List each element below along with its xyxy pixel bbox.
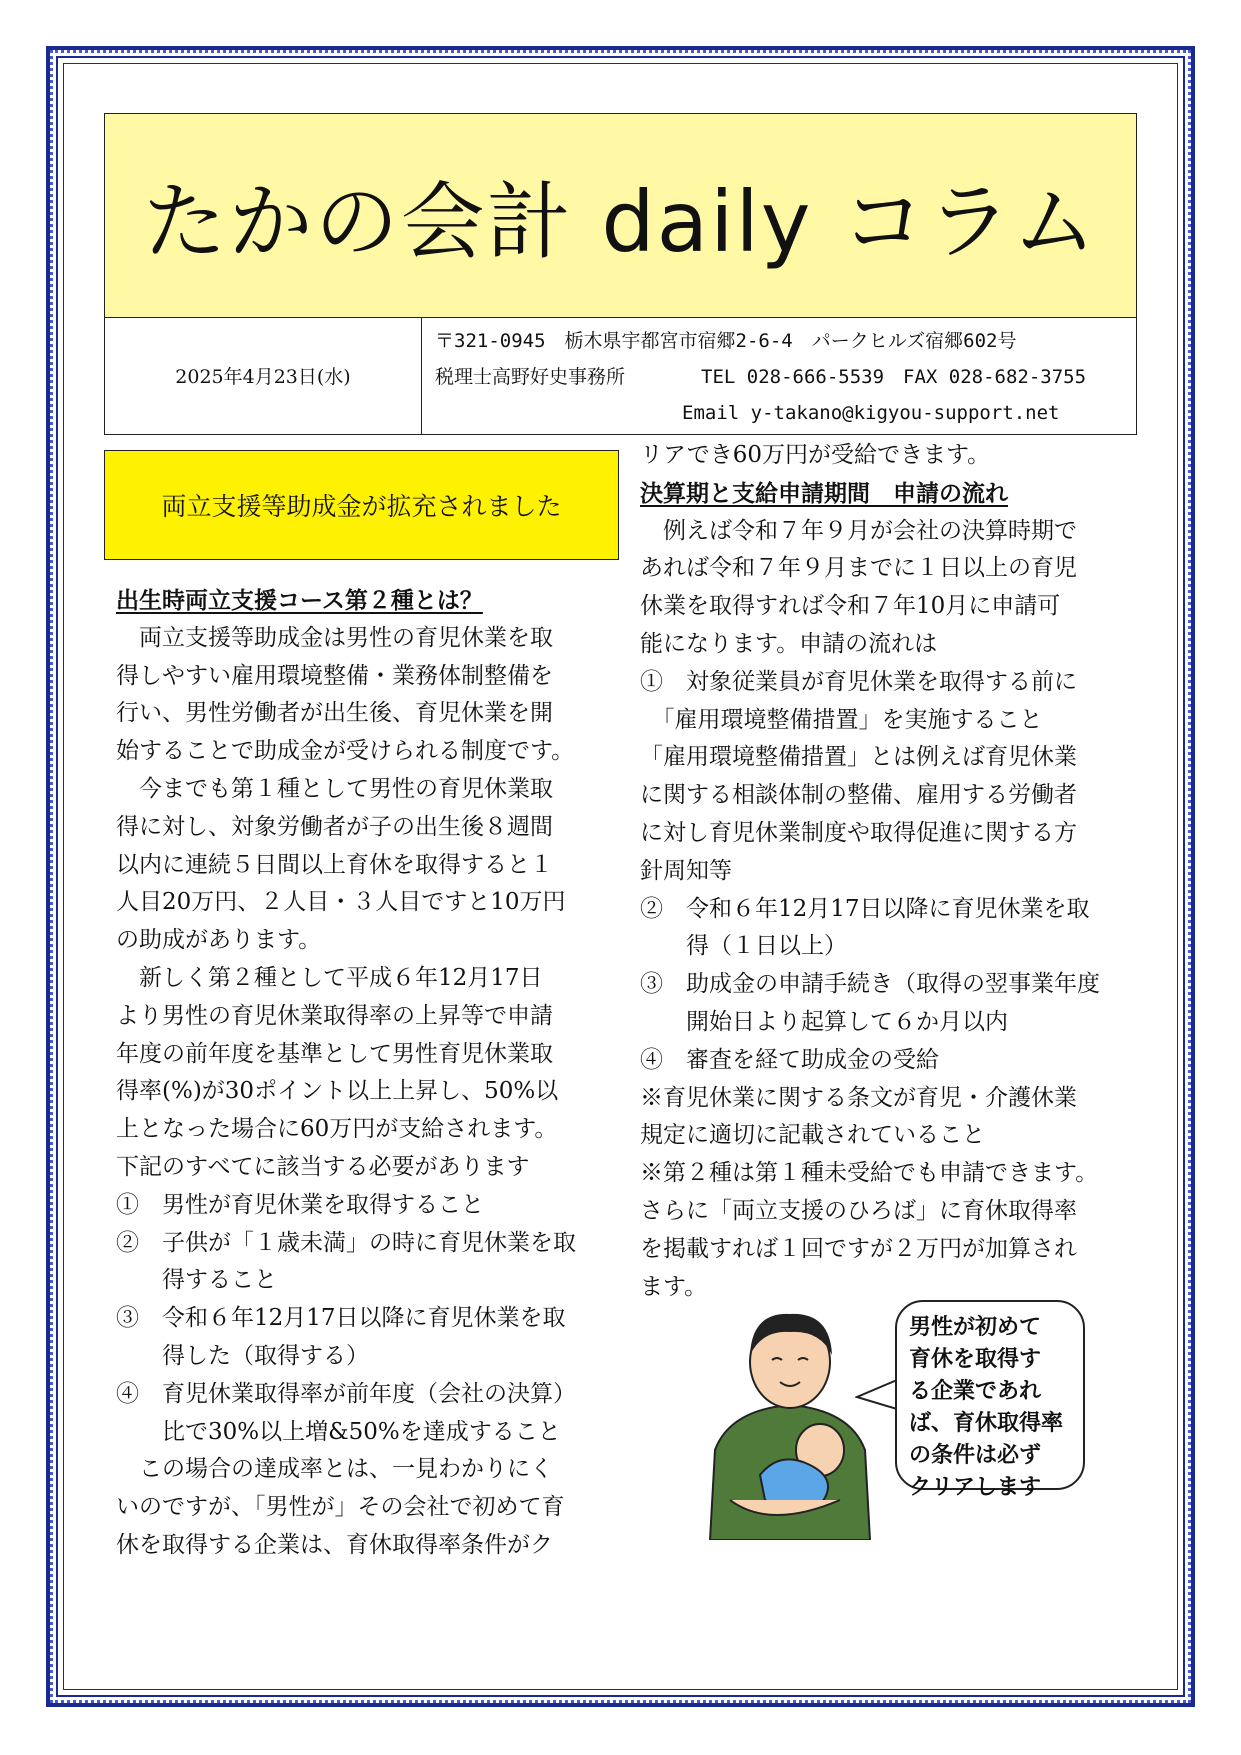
body-line: 規定に適切に記載されていること [640, 1122, 985, 1149]
speech-line: クリアします [909, 1475, 1042, 1500]
body-line: 休を取得する企業は、育休取得率条件がク [116, 1531, 553, 1558]
speech-bubble [895, 1300, 1085, 1500]
body-line: ① 男性が育児休業を取得すること [116, 1191, 484, 1218]
body-line: 比で30%以上増&50%を達成すること [116, 1418, 561, 1445]
headline: 両立支援等助成金が拡充されました [161, 492, 562, 521]
speech-line: ば、育休取得率 [909, 1411, 1064, 1436]
body-line: 得に対し、対象労働者が子の出生後８週間 [116, 813, 553, 840]
issue-date: 2025年4月23日(水) [105, 317, 422, 434]
body-line: ④ 育児休業取得率が前年度（会社の決算） [116, 1380, 576, 1407]
speech-line: の条件は必ず [909, 1443, 1042, 1468]
body-line: 得率(%)が30ポイント以上上昇し、50%以 [116, 1078, 559, 1105]
body-line: ② 令和６年12月17日以降に育児休業を取 [640, 895, 1090, 922]
body-line: 以内に連続５日間以上育休を取得すると１ [116, 851, 553, 878]
father-holding-baby-illustration [690, 1300, 890, 1540]
body-line: ① 対象従業員が育児休業を取得する前に [640, 668, 1077, 695]
office-address: 〒321-0945 栃木県宇都宮市宿郷2-6-4 パークヒルズ宿郷602号 [435, 330, 1017, 352]
headline-box [104, 450, 619, 560]
body-line: 例えば令和７年９月が会社の決算時期で [640, 517, 1077, 544]
body-line: 得しやすい雇用環境整備・業務体制整備を [116, 662, 553, 689]
body-line: の助成があります。 [116, 927, 322, 954]
title-banner [104, 113, 1137, 318]
body-line: ② 子供が「１歳未満」の時に育児休業を取 [116, 1229, 576, 1256]
body-line: 両立支援等助成金は男性の育児休業を取 [116, 624, 553, 651]
office-info [435, 323, 1086, 431]
body-line: を掲載すれば１回ですが２万円が加算され [640, 1235, 1077, 1262]
body-line: リアでき60万円が受給できます。 [640, 442, 991, 468]
office-name-phone: 税理士高野好史事務所 TEL 028-666-5539 FAX 028-682-3755 [435, 366, 1087, 388]
body-line: ④ 審査を経て助成金の受給 [640, 1046, 939, 1073]
body-line: ※育児休業に関する条文が育児・介護休業 [640, 1084, 1077, 1111]
body-line: 今までも第１種として男性の育児休業取 [116, 775, 553, 802]
body-line: 得した（取得する） [116, 1342, 369, 1369]
speech-line: る企業であれ [909, 1379, 1042, 1404]
body-line: この場合の達成率とは、一見わかりにく [116, 1456, 553, 1483]
section-heading: 出生時両立支援コース第２種とは？ [116, 587, 483, 614]
page-title: たかの会計 daily コラム [142, 173, 1099, 271]
body-line: より男性の育児休業取得率の上昇等で申請 [116, 1002, 553, 1029]
body-line: に関する相談体制の整備、雇用する労働者 [640, 782, 1077, 809]
body-line: 始することで助成金が受けられる制度です。 [116, 738, 575, 765]
office-email: Email y-takano@kigyou-support.net [435, 402, 1060, 424]
section-heading: 決算期と支給申請期間 申請の流れ [640, 479, 1008, 507]
body-line: いのですが、「男性が」その会社で初めて育 [116, 1494, 565, 1521]
body-line: 新しく第２種として平成６年12月17日 [116, 964, 543, 991]
right-column [640, 437, 1120, 1306]
body-line: 「雇用環境整備措置」とは例えば育児休業 [640, 744, 1077, 771]
speech-line: 男性が初めて [909, 1315, 1042, 1340]
body-line: 下記のすべてに該当する必要があります [116, 1153, 530, 1180]
body-line: 得（１日以上） [640, 933, 847, 960]
speech-line: 育休を取得す [909, 1347, 1042, 1372]
body-line: ③ 令和６年12月17日以降に育児休業を取 [116, 1305, 566, 1332]
body-line: 「雇用環境整備措置」を実施すること [640, 706, 1043, 733]
body-line: 人目20万円、２人目・３人目ですと10万円 [116, 889, 566, 916]
body-line: 得すること [116, 1267, 277, 1294]
body-line: ます。 [640, 1273, 708, 1300]
body-line: ※第２種は第１種未受給でも申請できます。 [640, 1160, 1099, 1187]
body-line: 針周知等 [640, 857, 732, 884]
body-line: 開始日より起算して６か月以内 [640, 1008, 1008, 1035]
info-row [104, 317, 1137, 435]
body-line: 行い、男性労働者が出生後、育児休業を開 [116, 700, 553, 727]
body-line: に対し育児休業制度や取得促進に関する方 [640, 819, 1077, 846]
body-line: ③ 助成金の申請手続き（取得の翌事業年度 [640, 971, 1100, 998]
left-column [116, 582, 611, 1565]
speech-bubble-tail [855, 1375, 900, 1415]
body-line: 休業を取得すれば令和７年10月に申請可 [640, 593, 1061, 620]
body-line: 上となった場合に60万円が支給されます。 [116, 1116, 558, 1143]
body-line: あれば令和７年９月までに１日以上の育児 [640, 555, 1077, 582]
body-line: 能になります。申請の流れは [640, 630, 938, 657]
body-line: 年度の前年度を基準として男性育児休業取 [116, 1040, 553, 1067]
body-line: さらに「両立支援のひろば」に育休取得率 [640, 1197, 1077, 1224]
